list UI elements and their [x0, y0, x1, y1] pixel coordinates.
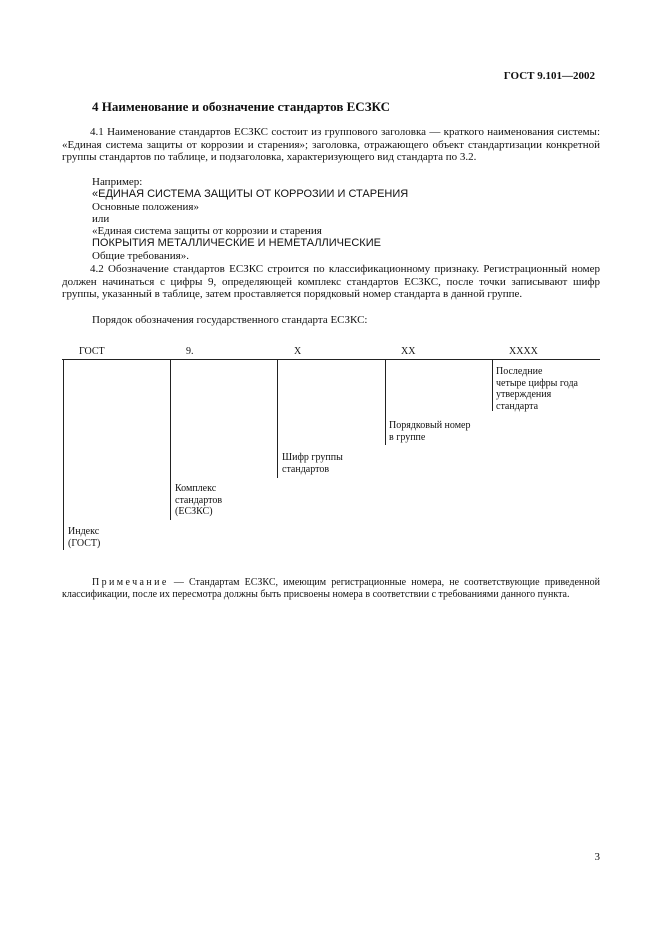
- section-title: 4 Наименование и обозначение стандартов ЕСЗКС: [92, 99, 391, 114]
- example-intro: Например:: [92, 176, 143, 188]
- year-bracket-line: [492, 359, 493, 411]
- code-gost: ГОСТ: [79, 346, 105, 357]
- example-or: или: [92, 213, 110, 225]
- designation-order-intro: Порядок обозначения государственного стандарта ЕСЗКС:: [92, 314, 368, 326]
- note-text: — Стандартам ЕСЗКС, имеющим регистрационные номера, не соответствующие приведенной классификации, после их пересмотра должны быть присвоены номера в соответствии с требованиями данного пункта.: [62, 577, 600, 601]
- index-bracket-line: [63, 359, 64, 550]
- page-number: 3: [594, 851, 600, 863]
- example-2-title: ПОКРЫТИЯ МЕТАЛЛИЧЕСКИЕ И НЕМЕТАЛЛИЧЕСКИЕ: [92, 237, 381, 249]
- index-label: Индекс (ГОСТ): [68, 526, 101, 549]
- diagram-top-line: [62, 359, 600, 360]
- group-label: Шифр группы стандартов: [282, 452, 343, 475]
- note-paragraph: [62, 577, 600, 601]
- example-2-subtitle: Общие требования».: [92, 250, 189, 262]
- paragraph-4-2: 4.2 Обозначение стандартов ЕСЗКС строится по классификационному признаку. Регистрационный номер должен начинаться с цифры 9, определяющей комплекс стандартов ЕСЗКС, после точки записывают шифр группы, указанный в таблице, затем проставляется порядковый номер стандарта в данной группе.: [62, 263, 600, 301]
- group-bracket-line: [277, 359, 278, 478]
- year-label: Последние четыре цифры года утверждения стандарта: [496, 366, 578, 412]
- serial-bracket-line: [385, 359, 386, 445]
- code-complex: 9.: [186, 346, 194, 357]
- standard-code-header: ГОСТ 9.101—2002: [503, 70, 595, 82]
- example-2-group-title: «Единая система защиты от коррозии и старения: [92, 225, 322, 237]
- paragraph-4-1: 4.1 Наименование стандартов ЕСЗКС состоит из группового заголовка — краткого наименования системы: «Единая система защиты от коррозии и старения»; заголовка, отражающего объект стандартизации конкретной группы стандартов по таблице, и подзаголовка, характеризующего вид стандарта по 3.2.: [62, 126, 600, 164]
- example-1-subtitle: Основные положения»: [92, 201, 199, 213]
- complex-bracket-line: [170, 359, 171, 520]
- serial-label: Порядковый номер в группе: [389, 420, 471, 443]
- example-1-group-title: «ЕДИНАЯ СИСТЕМА ЗАЩИТЫ ОТ КОРРОЗИИ И СТАРЕНИЯ: [92, 188, 409, 200]
- note-lead: Примечание: [92, 577, 169, 588]
- code-year: XXXX: [509, 346, 538, 357]
- code-group: X: [294, 346, 302, 357]
- complex-label: Комплекс стандартов (ЕСЗКС): [175, 483, 223, 517]
- code-serial: XX: [401, 346, 416, 357]
